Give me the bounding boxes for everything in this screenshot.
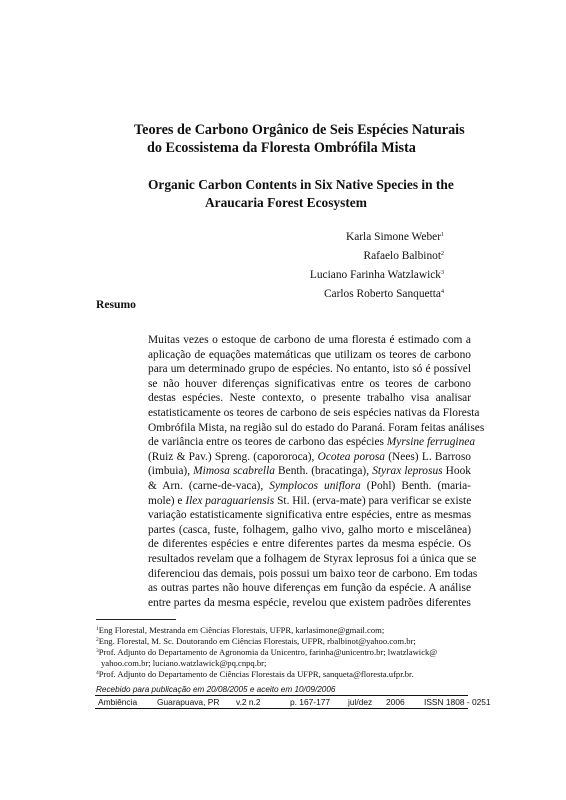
footnote: $^3$Prof. Adjunto do Departamento de Agronomia da Unicentro, farinha@unicentro.br; lwatzlawick@ bbox=[96, 647, 438, 658]
footnote: $^4$Prof. Adjunto do Departamento de Ciências Florestais da UFPR, sanqueta@floresta.ufpr.br. bbox=[96, 668, 414, 679]
abstract-line: as outras partes não houve diferenças em função da espécie. A análise bbox=[148, 582, 471, 595]
abstract-line: entre partes da mesma espécie, revelou que existem padrões diferentes bbox=[148, 596, 471, 609]
journal-year: 2006 bbox=[386, 697, 405, 707]
abstract-line: Ombrófila Mista, na região sul do estado do Paraná. Foram feitas análises bbox=[148, 421, 485, 434]
footnote: $^1$Eng Florestal, Mestranda em Ciências Florestais, UFPR, karlasimone@gmail.com; bbox=[96, 625, 385, 635]
footnote-continuation: yahoo.com.br; luciano.watzlawick@pq.cnpq.br; bbox=[101, 657, 267, 668]
abstract-line: destas espécies. Neste contexto, o presente trabalho visa analisar bbox=[148, 392, 471, 405]
author: Luciano Farinha Watzlawick$^3$ bbox=[309, 269, 444, 281]
author-list bbox=[310, 227, 444, 303]
title-portuguese bbox=[134, 121, 514, 157]
abstract-line: aplicação de equações matemáticas que utilizam os teores de carbono bbox=[148, 348, 471, 361]
received-note: Recebido para publicação em 20/08/2005 e aceito em 10/09/2006 bbox=[96, 685, 336, 694]
author: Karla Simone Weber$^1$ bbox=[345, 231, 444, 243]
abstract-line: resultados revelam que a folhagem de Styrax leprosus foi a única que se bbox=[148, 552, 477, 565]
abstract-line: partes (casca, fuste, folhagem, galho vivo, galho morto e miscelânea) bbox=[148, 523, 471, 536]
abstract-line: para um determinado grupo de espécies. No entanto, isto só é possível bbox=[148, 363, 471, 376]
journal-city: Guarapuava, PR bbox=[157, 697, 220, 707]
abstract-line: estatisticamente os teores de carbono de seis espécies nativas da Floresta bbox=[148, 406, 480, 419]
footnote-divider bbox=[96, 619, 176, 620]
abstract-line: de variância entre os teores de carbono das espécies Myrsine ferruginea bbox=[148, 436, 476, 449]
abstract-line: mole) e Ilex paraguariensis St. Hil. (erva-mate) para verificar se existe bbox=[148, 494, 472, 507]
title-pt-line-1: Teores de Carbono Orgânico de Seis Espécies Naturais bbox=[134, 122, 465, 138]
author: Carlos Roberto Sanquetta$^4$ bbox=[323, 288, 444, 300]
abstract-body bbox=[148, 333, 485, 610]
title-pt-line-2: do Ecossistema da Floresta Ombrófila Mista bbox=[147, 140, 416, 156]
abstract-heading: Resumo bbox=[96, 298, 136, 311]
journal-pages: p. 167-177 bbox=[290, 697, 331, 707]
title-en-line-2: Araucaria Forest Ecosystem bbox=[205, 195, 367, 210]
title-english bbox=[148, 176, 508, 212]
footnotes bbox=[96, 624, 476, 679]
journal-info-bar bbox=[95, 695, 491, 709]
abstract-line: de diferentes espécies e entre diferentes partes da mesma espécie. Os bbox=[148, 538, 471, 551]
journal-period: jul/dez bbox=[348, 697, 373, 707]
journal-name: Ambiência bbox=[98, 697, 138, 707]
footnote: $^2$Eng. Florestal, M. Sc. Doutorando em Ciências Florestais, UFPR, rbalbinot@yahoo.com.br; bbox=[96, 636, 416, 647]
abstract-line: diferenciou das demais, pois possui um baixo teor de carbono. Em todas bbox=[148, 567, 478, 580]
abstract-line: & Arn. (carne-de-vaca), Symplocos uniflora (Pohl) Benth. (maria- bbox=[148, 479, 471, 492]
abstract-line: variação estatisticamente significativa entre espécies, entre as mesmas bbox=[148, 509, 471, 522]
journal-issn: ISSN 1808 - 0251 bbox=[424, 697, 491, 707]
journal-volume: v.2 n.2 bbox=[236, 697, 261, 707]
abstract-line: Muitas vezes o estoque de carbono de uma floresta é estimado com a bbox=[148, 334, 471, 346]
abstract-line: (imbuia), Mimosa scabrella Benth. (bracatinga), Styrax leprosus Hook bbox=[148, 465, 471, 478]
abstract-line: se não houver diferenças significativas entre os teores de carbono bbox=[148, 377, 471, 390]
abstract-line: (Ruiz & Pav.) Spreng. (capororoca), Ocotea porosa (Nees) L. Barroso bbox=[148, 450, 471, 463]
title-en-line-1: Organic Carbon Contents in Six Native Species in the bbox=[148, 177, 454, 192]
author: Rafaelo Balbinot$^2$ bbox=[363, 250, 444, 262]
